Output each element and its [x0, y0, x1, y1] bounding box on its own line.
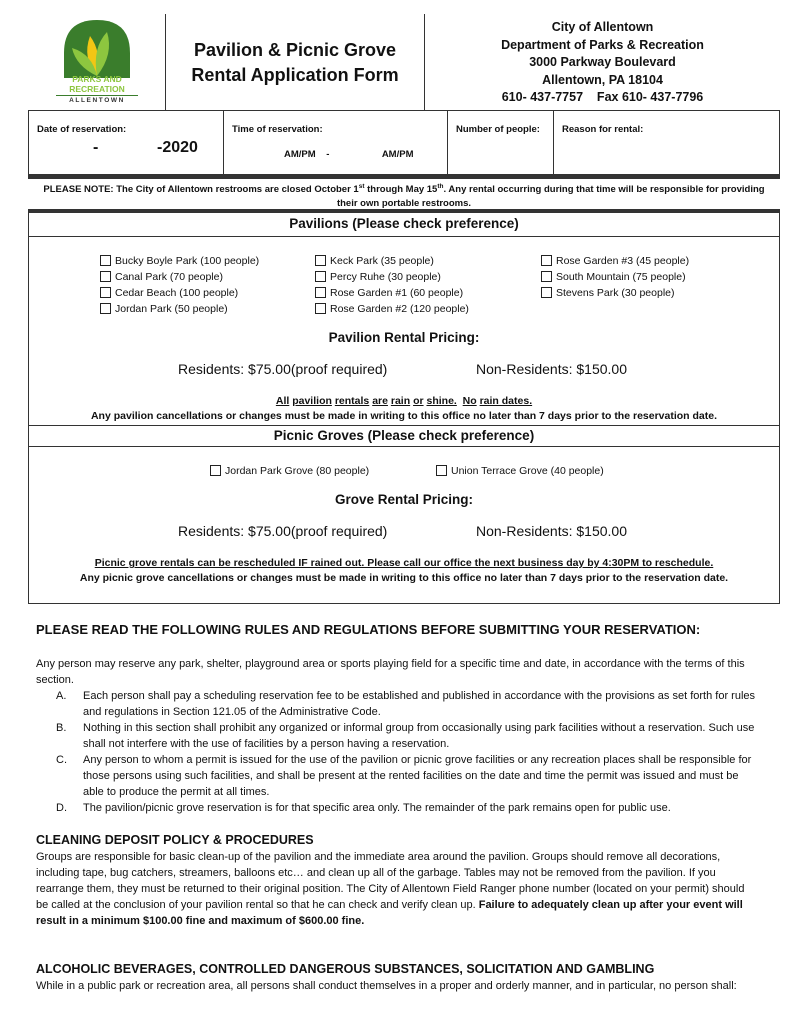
pavilion-cancellation-note: Any pavilion cancellations or changes must be made in writing to this office no later than 7 days prior to the reservation date. — [90, 410, 718, 422]
restroom-notice: PLEASE NOTE: The City of Allentown restrooms are closed October 1st through May 15th. Any rental occurring during that time will be responsible for providing their own portable restrooms. — [43, 183, 765, 210]
page-title: Pavilion & Picnic Grove Rental Application Form — [191, 40, 399, 85]
pavilions-title: Pavilions (Please check preference) — [289, 216, 519, 231]
pavilion-checkbox-rose-garden-1[interactable]: Rose Garden #1 (60 people) — [315, 285, 463, 300]
pavilion-checkbox-bucky-boyle[interactable]: Bucky Boyle Park (100 people) — [100, 253, 259, 268]
checkbox-icon[interactable] — [315, 303, 326, 314]
grove-resident-price: Residents: $75.00(proof required) — [178, 523, 388, 539]
pavilion-resident-price: Residents: $75.00(proof required) — [178, 361, 388, 377]
checkbox-icon[interactable] — [541, 287, 552, 298]
pavilion-checkbox-keck-park[interactable]: Keck Park (35 people) — [315, 253, 434, 268]
pavilion-checkbox-stevens-park[interactable]: Stevens Park (30 people) — [541, 285, 674, 300]
grove-cancellation-note: Any picnic grove cancellations or changes must be made in writing to this office no later than 7 days prior to the reservation date. — [79, 572, 729, 584]
checkbox-icon[interactable] — [210, 465, 221, 476]
rules-intro: Any person may reserve any park, shelter, playground area or sports playing field for a specific time and date, in accordance with the terms of this section. — [36, 658, 745, 686]
checkbox-icon[interactable] — [541, 271, 552, 282]
pavilion-checkbox-percy-ruhe[interactable]: Percy Ruhe (30 people) — [315, 269, 441, 284]
time-of-reservation-field[interactable]: Time of reservation: AM/PM - AM/PM — [224, 111, 448, 174]
reason-for-rental-field[interactable]: Reason for rental: — [562, 124, 644, 135]
checkbox-icon[interactable] — [541, 255, 552, 266]
cleaning-heading: CLEANING DEPOSIT POLICY & PROCEDURES — [36, 833, 314, 847]
grove-checkbox-union-terrace[interactable]: Union Terrace Grove (40 people) — [436, 463, 604, 478]
pavilion-checkbox-cedar-beach[interactable]: Cedar Beach (100 people) — [100, 285, 238, 300]
divider-line — [28, 425, 780, 426]
checkbox-icon[interactable] — [100, 255, 111, 266]
grove-checkbox-jordan-park[interactable]: Jordan Park Grove (80 people) — [210, 463, 369, 478]
grove-nonresident-price: Non-Residents: $150.00 — [476, 523, 627, 539]
checkbox-icon[interactable] — [315, 271, 326, 282]
pavilion-checkbox-rose-garden-2[interactable]: Rose Garden #2 (120 people) — [315, 301, 469, 316]
rule-item: B. Nothing in this section shall prohibit any organized or informal group from occasionally using park facilities without a reservation. Such use shall not interfere with the use of facilities by a person having a reservation. — [56, 722, 755, 750]
cleaning-policy: Groups are responsible for basic clean-up of the pavilion and the immediate area around the pavilion. Groups should remove all decorations, including tape, bug catchers, streamers, balloons etc… and clean up all of the garbage. Tables may not be removed from the pavilion. If you rearrange them, they must be returned to their original position. The City of Allentown Field Ranger phone number (located on your permit) should be called at the conclusion of your pavilion rental so that he can check and verify clean up. Failure to adequately clean up after your event will result in a minimum $100.00 fine and maximum of $600.00 fine. — [36, 851, 745, 927]
alcohol-text: While in a public park or recreation area, all persons shall conduct themselves in a proper and orderly manner, and in particular, no person shall: — [36, 980, 737, 992]
number-of-people-field[interactable]: Number of people: — [448, 111, 554, 174]
pavilion-checkbox-south-mountain[interactable]: South Mountain (75 people) — [541, 269, 686, 284]
pavilion-nonresident-price: Non-Residents: $150.00 — [476, 361, 627, 377]
checkbox-icon[interactable] — [100, 271, 111, 282]
checkbox-icon[interactable] — [100, 287, 111, 298]
pavilion-checkbox-rose-garden-3[interactable]: Rose Garden #3 (45 people) — [541, 253, 689, 268]
grove-reschedule-note: Picnic grove rentals can be rescheduled IF rained out. Please call our office the next business day by 4:30PM to reschedule. — [94, 557, 714, 569]
alcohol-heading: ALCOHOLIC BEVERAGES, CONTROLLED DANGEROUS SUBSTANCES, SOLICITATION AND GAMBLING — [36, 962, 655, 976]
checkbox-icon[interactable] — [100, 303, 111, 314]
pavilion-pricing-title: Pavilion Rental Pricing: — [328, 330, 480, 345]
logo-text: PARKS AND RECREATION ALLENTOWN — [56, 74, 138, 106]
grove-pricing-title: Grove Rental Pricing: — [334, 492, 474, 507]
department-address: City of Allentown Department of Parks & Recreation 3000 Parkway Boulevard Allentown, PA 18104 610- 437-7757 Fax 610- 437-7796 — [501, 20, 704, 104]
rain-or-shine-note: All pavilion rentals are rain or shine. No rain dates. — [275, 395, 533, 407]
divider-bar — [28, 175, 780, 179]
rule-item: A. Each person shall pay a scheduling reservation fee to be established and published in accordance with the provisions as set forth for rules and regulations in Section 121.05 of the Administrative Code. — [56, 690, 756, 718]
rule-item: C. Any person to whom a permit is issued for the use of the pavilion or picnic grove facilities or any recreation places shall be responsible for those persons using such facilities, and shall be present at the rented facilities on the date and time the permit was issued and must be able to produce the permit at all times. — [56, 754, 752, 798]
checkbox-icon[interactable] — [315, 287, 326, 298]
checkbox-icon[interactable] — [315, 255, 326, 266]
divider-line — [28, 446, 780, 447]
checkbox-icon[interactable] — [436, 465, 447, 476]
rules-heading: PLEASE READ THE FOLLOWING RULES AND REGULATIONS BEFORE SUBMITTING YOUR RESERVATION: — [36, 622, 701, 637]
pavilion-checkbox-jordan-park[interactable]: Jordan Park (50 people) — [100, 301, 228, 316]
reservation-table — [28, 110, 780, 175]
rule-item: D. The pavilion/picnic grove reservation is for that specific area only. The remainder of the park remains open for public use. — [56, 802, 671, 814]
picnic-groves-title: Picnic Groves (Please check preference) — [273, 428, 535, 443]
date-of-reservation-field[interactable]: Date of reservation: - -2020 — [29, 111, 224, 174]
pavilion-checkbox-canal-park[interactable]: Canal Park (70 people) — [100, 269, 223, 284]
divider-line — [28, 236, 780, 237]
